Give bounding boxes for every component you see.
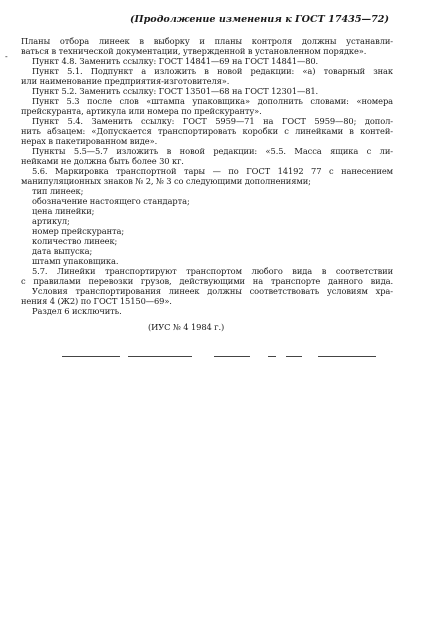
text-line: Пункт 5.3 после слов «штампа упаковщика» дополнить словами: «номера	[32, 96, 393, 106]
text-line: или наименование предприятия-изготовителя».	[21, 76, 230, 86]
page-header: (Продолжение изменения к ГОСТ 17435—72)	[130, 14, 389, 25]
list-item: номер прейскуранта;	[32, 226, 125, 236]
text-line: Пункт 5.1. Подпункт а изложить в новой редакции: «а) товарный знак	[32, 66, 393, 76]
divider	[62, 356, 120, 357]
text-line: ваться в технической документации, утвержденной в установленном порядке».	[21, 46, 367, 56]
text-line: Планы отбора линеек в выборку и планы контроля должны устанавли-	[21, 36, 393, 46]
text-line: Пункты 5.5—5.7 изложить в новой редакции: «5.5. Масса ящика с ли-	[32, 146, 393, 156]
text-line: нения 4 (Ж2) по ГОСТ 15150—69».	[21, 296, 172, 306]
text-line: нить абзацем: «Допускается транспортировать коробки с линейками в контей-	[21, 126, 393, 136]
text-line: 5.6. Маркировка транспортной тары — по ГОСТ 14192 77 с нанесением	[32, 166, 393, 176]
text-line: Раздел 6 исключить.	[32, 306, 122, 316]
list-item: тип линеек;	[32, 186, 84, 196]
divider	[268, 356, 276, 357]
text-line: нейками не должна быть более 30 кг.	[21, 156, 184, 166]
divider	[318, 356, 376, 357]
text-line: Пункт 4.8. Заменить ссылку: ГОСТ 14841—69 на ГОСТ 14841—80.	[32, 56, 319, 66]
list-item: дата выпуска;	[32, 246, 93, 256]
text-line: Пункт 5.4. Заменить ссылку: ГОСТ 5959—71 на ГОСТ 5959—80; допол-	[32, 116, 393, 126]
issue-reference: (ИУС № 4 1984 г.)	[148, 322, 225, 332]
text-line: Условия транспортирования линеек должны соответствовать условиям хра-	[32, 286, 393, 296]
margin-mark: -	[5, 52, 8, 61]
list-item: цена линейки;	[32, 206, 95, 216]
list-item: обозначение настоящего стандарта;	[32, 196, 190, 206]
divider	[286, 356, 302, 357]
list-item: штамп упаковщика.	[32, 256, 119, 266]
text-line: Пункт 5.2. Заменить ссылку: ГОСТ 13501—68 на ГОСТ 12301—81.	[32, 86, 319, 96]
text-line: прейскуранта, артикула или номера по прейскуранту».	[21, 106, 262, 116]
text-line: 5.7. Линейки транспортируют транспортом любого вида в соответствии	[32, 266, 393, 276]
list-item: артикул;	[32, 216, 70, 226]
divider	[214, 356, 250, 357]
text-line: с правилами перевозки грузов, действующими на транспорте данного вида.	[21, 276, 393, 286]
list-item: количество линеек;	[32, 236, 118, 246]
divider	[128, 356, 192, 357]
text-line: нерах в пакетированном виде».	[21, 136, 158, 146]
text-line: манипуляционных знаков № 2, № 3 со следующими дополнениями;	[21, 176, 311, 186]
